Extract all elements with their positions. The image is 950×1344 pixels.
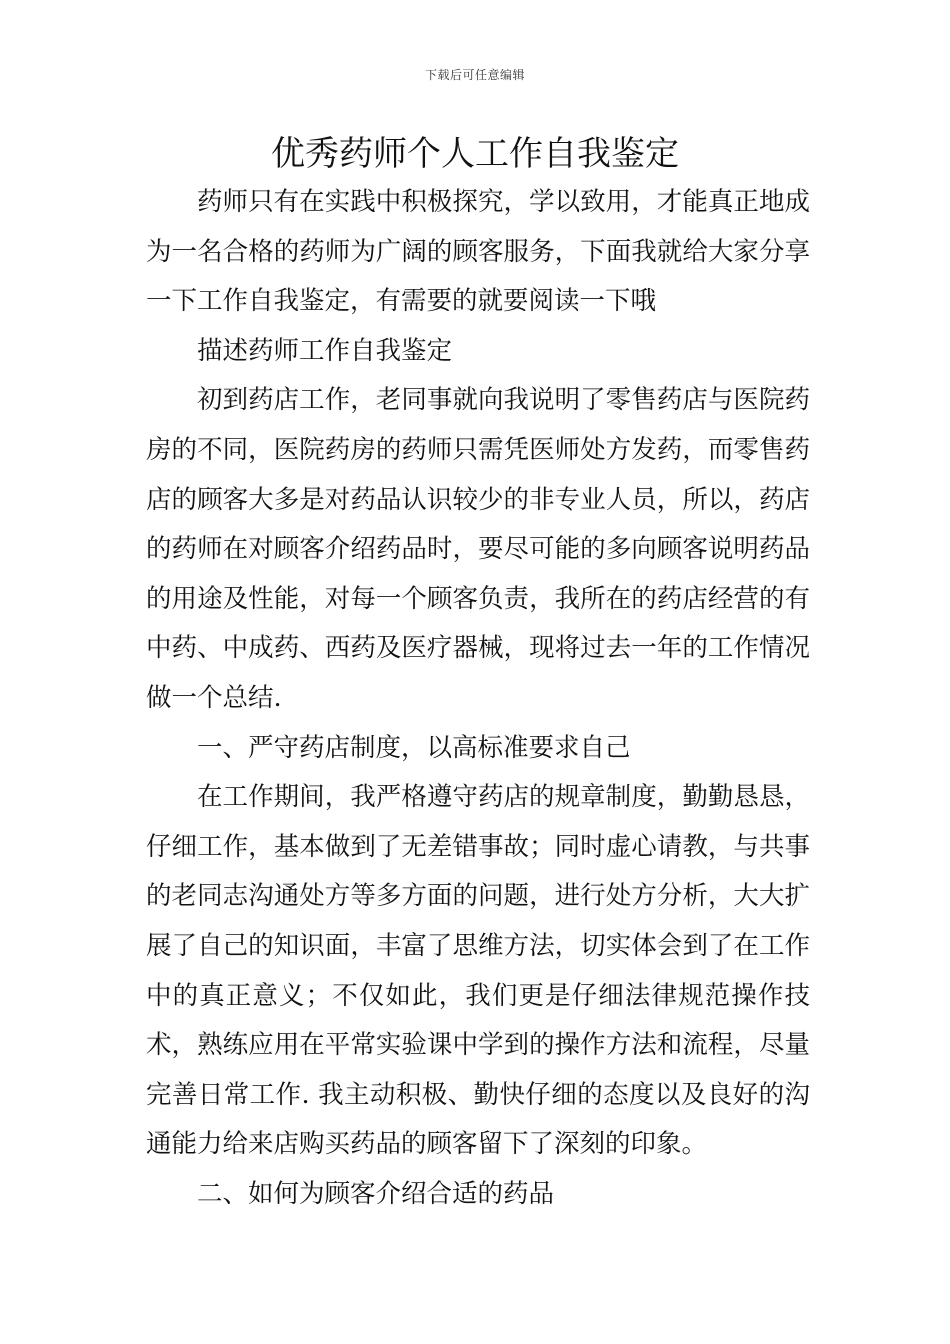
document-body [146, 178, 810, 1219]
body-paragraph: 初到药店工作，老同事就向我说明了零售药店与医院药房的不同，医院药房的药师只需凭医师处方发药，而零售药店的顾客大多是对药品认识较少的非专业人员，所以，药店的药师在对顾客介绍药品时，要尽可能的多向顾客说明药品的用途及性能，对每一个顾客负责，我所在的药店经营的有中药、中成药、西药及医疗器械，现将过去一年的工作情况做一个总结. [146, 385, 810, 713]
header-note: 下载后可任意编辑 [424, 68, 525, 82]
section-heading: 一、严守药店制度，以高标准要求自己 [197, 732, 631, 763]
section-heading: 二、如何为顾客介绍合适的药品 [197, 1178, 555, 1209]
document-title: 优秀药师个人工作自我鉴定 [271, 134, 679, 174]
body-paragraph: 在工作期间，我严格遵守药店的规章制度，勤勤恳恳，仔细工作，基本做到了无差错事故；同时虚心请教，与共事的老同志沟通处方等多方面的问题，进行处方分析，大大扩展了自己的知识面，丰富了思维方法，切实体会到了在工作中的真正意义；不仅如此，我们更是仔细法律规范操作技术，熟练应用在平常实验课中学到的操作方法和流程，尽量完善日常工作. 我主动积极、勤快仔细的态度以及良好的沟通能力给来店购买药品的顾客留下了深刻的印象。 [146, 782, 810, 1160]
section-heading: 描述药师工作自我鉴定 [197, 335, 453, 366]
intro-paragraph: 药师只有在实践中积极探究，学以致用，才能真正地成为一名合格的药师为广阔的顾客服务，下面我就给大家分享一下工作自我鉴定，有需要的就要阅读一下哦 [146, 187, 810, 317]
